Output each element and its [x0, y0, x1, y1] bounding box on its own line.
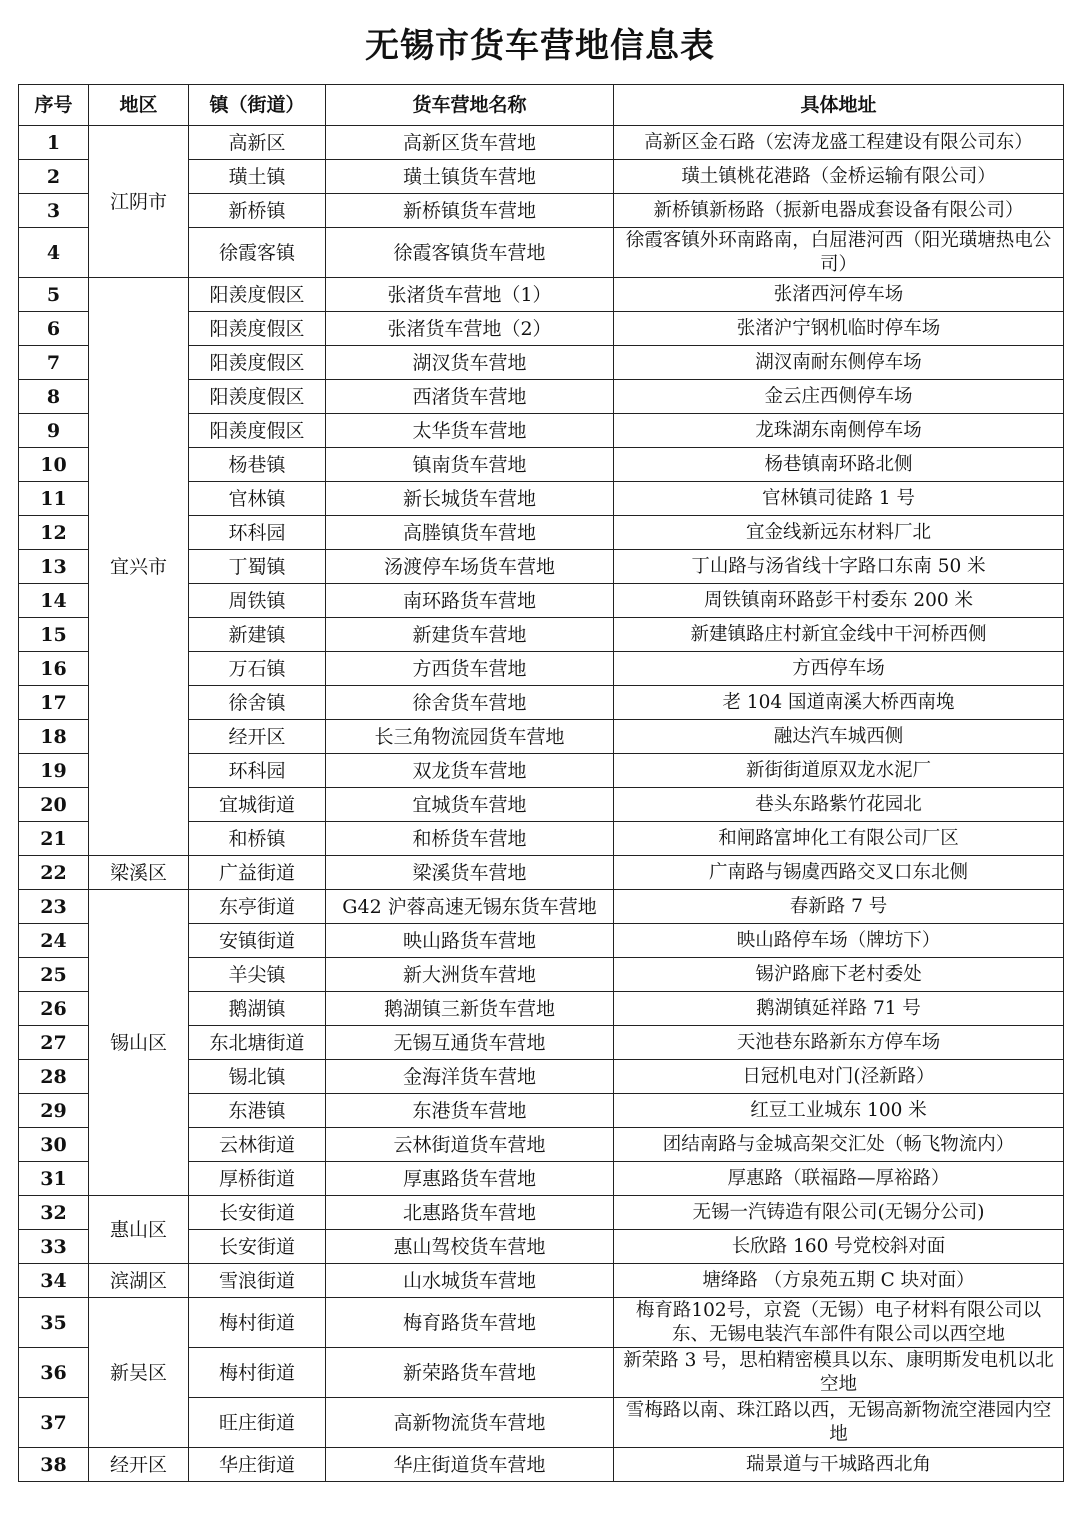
cell-camp-name: 和桥货车营地	[326, 822, 614, 856]
cell-camp-name: 映山路货车营地	[326, 924, 614, 958]
cell-region: 滨湖区	[89, 1264, 189, 1298]
cell-no: 9	[19, 414, 89, 448]
cell-camp-name: G42 沪蓉高速无锡东货车营地	[326, 890, 614, 924]
cell-camp-name: 金海洋货车营地	[326, 1060, 614, 1094]
cell-town: 长安街道	[189, 1196, 326, 1230]
cell-address: 融达汽车城西侧	[614, 720, 1064, 754]
page-title: 无锡市货车营地信息表	[365, 26, 715, 66]
cell-region: 梁溪区	[89, 856, 189, 890]
cell-address: 鹅湖镇延祥路 71 号	[614, 992, 1064, 1026]
cell-no: 2	[19, 160, 89, 194]
cell-camp-name: 华庄街道货车营地	[326, 1448, 614, 1482]
cell-camp-name: 长三角物流园货车营地	[326, 720, 614, 754]
cell-region: 惠山区	[89, 1196, 189, 1264]
cell-region: 锡山区	[89, 890, 189, 1196]
cell-camp-name: 双龙货车营地	[326, 754, 614, 788]
cell-address: 新荣路 3 号，思柏精密模具以东、康明斯发电机以北空地	[614, 1348, 1064, 1398]
cell-no: 19	[19, 754, 89, 788]
cell-no: 10	[19, 448, 89, 482]
cell-no: 24	[19, 924, 89, 958]
cell-address: 张渚沪宁钢机临时停车场	[614, 312, 1064, 346]
header-row	[19, 85, 1064, 126]
cell-town: 新建镇	[189, 618, 326, 652]
cell-town: 环科园	[189, 516, 326, 550]
cell-address: 龙珠湖东南侧停车场	[614, 414, 1064, 448]
cell-camp-name: 云林街道货车营地	[326, 1128, 614, 1162]
cell-address: 广南路与锡虞西路交叉口东北侧	[614, 856, 1064, 890]
cell-camp-name: 张渚货车营地（2）	[326, 312, 614, 346]
cell-town: 宜城街道	[189, 788, 326, 822]
cell-camp-name: 徐舍货车营地	[326, 686, 614, 720]
cell-town: 羊尖镇	[189, 958, 326, 992]
cell-town: 锡北镇	[189, 1060, 326, 1094]
cell-address: 高新区金石路（宏涛龙盛工程建设有限公司东）	[614, 126, 1064, 160]
cell-town: 和桥镇	[189, 822, 326, 856]
cell-no: 21	[19, 822, 89, 856]
cell-camp-name: 方西货车营地	[326, 652, 614, 686]
cell-town: 环科园	[189, 754, 326, 788]
cell-town: 官林镇	[189, 482, 326, 516]
cell-camp-name: 厚惠路货车营地	[326, 1162, 614, 1196]
cell-address: 宜金线新远东材料厂北	[614, 516, 1064, 550]
table-body	[19, 126, 1064, 1482]
cell-town: 梅村街道	[189, 1348, 326, 1398]
cell-address: 梅育路102号，京瓷（无锡）电子材料有限公司以东、无锡电装汽车部件有限公司以西空地	[614, 1298, 1064, 1348]
cell-camp-name: 山水城货车营地	[326, 1264, 614, 1298]
cell-no: 17	[19, 686, 89, 720]
cell-no: 29	[19, 1094, 89, 1128]
cell-town: 阳羡度假区	[189, 346, 326, 380]
cell-address: 周铁镇南环路彭干村委东 200 米	[614, 584, 1064, 618]
table-row	[19, 278, 1064, 312]
cell-camp-name: 徐霞客镇货车营地	[326, 228, 614, 278]
cell-address: 杨巷镇南环路北侧	[614, 448, 1064, 482]
cell-no: 8	[19, 380, 89, 414]
cell-camp-name: 太华货车营地	[326, 414, 614, 448]
cell-town: 万石镇	[189, 652, 326, 686]
cell-town: 阳羡度假区	[189, 278, 326, 312]
cell-camp-name: 北惠路货车营地	[326, 1196, 614, 1230]
cell-address: 天池巷东路新东方停车场	[614, 1026, 1064, 1060]
cell-address: 瑞景道与干城路西北角	[614, 1448, 1064, 1482]
cell-town: 高新区	[189, 126, 326, 160]
cell-no: 12	[19, 516, 89, 550]
cell-camp-name: 湖汊货车营地	[326, 346, 614, 380]
cell-camp-name: 镇南货车营地	[326, 448, 614, 482]
cell-camp-name: 高新区货车营地	[326, 126, 614, 160]
cell-address: 湖汊南耐东侧停车场	[614, 346, 1064, 380]
table-row	[19, 1448, 1064, 1482]
cell-town: 雪浪街道	[189, 1264, 326, 1298]
cell-town: 旺庄街道	[189, 1398, 326, 1448]
cell-address: 无锡一汽铸造有限公司(无锡分公司)	[614, 1196, 1064, 1230]
cell-no: 33	[19, 1230, 89, 1264]
cell-no: 37	[19, 1398, 89, 1448]
cell-camp-name: 宜城货车营地	[326, 788, 614, 822]
table-row	[19, 1196, 1064, 1230]
cell-no: 5	[19, 278, 89, 312]
cell-no: 15	[19, 618, 89, 652]
cell-town: 东亭街道	[189, 890, 326, 924]
cell-no: 31	[19, 1162, 89, 1196]
cell-address: 巷头东路紫竹花园北	[614, 788, 1064, 822]
cell-town: 徐舍镇	[189, 686, 326, 720]
cell-address: 徐霞客镇外环南路南，白屈港河西（阳光璜塘热电公司）	[614, 228, 1064, 278]
cell-no: 27	[19, 1026, 89, 1060]
cell-town: 璜土镇	[189, 160, 326, 194]
cell-address: 厚惠路（联福路—厚裕路）	[614, 1162, 1064, 1196]
cell-town: 经开区	[189, 720, 326, 754]
cell-camp-name: 张渚货车营地（1）	[326, 278, 614, 312]
cell-town: 新桥镇	[189, 194, 326, 228]
cell-region: 宜兴市	[89, 278, 189, 856]
cell-camp-name: 西渚货车营地	[326, 380, 614, 414]
cell-no: 35	[19, 1298, 89, 1348]
cell-no: 32	[19, 1196, 89, 1230]
cell-town: 杨巷镇	[189, 448, 326, 482]
cell-camp-name: 东港货车营地	[326, 1094, 614, 1128]
cell-no: 18	[19, 720, 89, 754]
cell-camp-name: 梅育路货车营地	[326, 1298, 614, 1348]
cell-no: 20	[19, 788, 89, 822]
cell-town: 广益街道	[189, 856, 326, 890]
cell-camp-name: 新荣路货车营地	[326, 1348, 614, 1398]
cell-address: 锡沪路廊下老村委处	[614, 958, 1064, 992]
table-row	[19, 126, 1064, 160]
cell-address: 团结南路与金城高架交汇处（畅飞物流内）	[614, 1128, 1064, 1162]
cell-no: 3	[19, 194, 89, 228]
header-address: 具体地址	[614, 85, 1064, 126]
table-row	[19, 1264, 1064, 1298]
cell-camp-name: 南环路货车营地	[326, 584, 614, 618]
cell-address: 新建镇路庄村新宜金线中干河桥西侧	[614, 618, 1064, 652]
cell-no: 34	[19, 1264, 89, 1298]
cell-address: 方西停车场	[614, 652, 1064, 686]
cell-town: 华庄街道	[189, 1448, 326, 1482]
cell-address: 日冠机电对门(泾新路）	[614, 1060, 1064, 1094]
cell-camp-name: 新长城货车营地	[326, 482, 614, 516]
cell-camp-name: 梁溪货车营地	[326, 856, 614, 890]
cell-camp-name: 璜土镇货车营地	[326, 160, 614, 194]
cell-no: 38	[19, 1448, 89, 1482]
cell-camp-name: 鹅湖镇三新货车营地	[326, 992, 614, 1026]
table-row	[19, 890, 1064, 924]
cell-address: 金云庄西侧停车场	[614, 380, 1064, 414]
cell-address: 红豆工业城东 100 米	[614, 1094, 1064, 1128]
cell-no: 26	[19, 992, 89, 1026]
cell-town: 鹅湖镇	[189, 992, 326, 1026]
cell-address: 塘绛路 （方泉苑五期 C 块对面）	[614, 1264, 1064, 1298]
cell-no: 4	[19, 228, 89, 278]
cell-no: 1	[19, 126, 89, 160]
camp-table	[18, 84, 1064, 1482]
cell-town: 云林街道	[189, 1128, 326, 1162]
cell-camp-name: 新桥镇货车营地	[326, 194, 614, 228]
cell-town: 阳羡度假区	[189, 380, 326, 414]
cell-town: 东北塘街道	[189, 1026, 326, 1060]
cell-no: 36	[19, 1348, 89, 1398]
cell-no: 11	[19, 482, 89, 516]
cell-town: 安镇街道	[189, 924, 326, 958]
cell-town: 梅村街道	[189, 1298, 326, 1348]
header-town: 镇（街道）	[189, 85, 326, 126]
cell-no: 22	[19, 856, 89, 890]
cell-address: 新桥镇新杨路（振新电器成套设备有限公司）	[614, 194, 1064, 228]
header-region: 地区	[89, 85, 189, 126]
cell-address: 丁山路与汤省线十字路口东南 50 米	[614, 550, 1064, 584]
cell-address: 和闸路富坤化工有限公司厂区	[614, 822, 1064, 856]
cell-address: 新街街道原双龙水泥厂	[614, 754, 1064, 788]
cell-no: 25	[19, 958, 89, 992]
cell-no: 14	[19, 584, 89, 618]
cell-town: 徐霞客镇	[189, 228, 326, 278]
cell-address: 春新路 7 号	[614, 890, 1064, 924]
cell-no: 28	[19, 1060, 89, 1094]
cell-town: 阳羡度假区	[189, 312, 326, 346]
cell-address: 官林镇司徒路 1 号	[614, 482, 1064, 516]
cell-address: 张渚西河停车场	[614, 278, 1064, 312]
cell-town: 丁蜀镇	[189, 550, 326, 584]
header-no: 序号	[19, 85, 89, 126]
table-row	[19, 1298, 1064, 1348]
table-row	[19, 856, 1064, 890]
cell-camp-name: 高塍镇货车营地	[326, 516, 614, 550]
cell-address: 长欣路 160 号党校斜对面	[614, 1230, 1064, 1264]
cell-camp-name: 新大洲货车营地	[326, 958, 614, 992]
cell-camp-name: 无锡互通货车营地	[326, 1026, 614, 1060]
cell-address: 老 104 国道南溪大桥西南堍	[614, 686, 1064, 720]
cell-town: 周铁镇	[189, 584, 326, 618]
cell-town: 东港镇	[189, 1094, 326, 1128]
cell-no: 16	[19, 652, 89, 686]
cell-address: 璜土镇桃花港路（金桥运输有限公司）	[614, 160, 1064, 194]
cell-no: 13	[19, 550, 89, 584]
cell-camp-name: 惠山驾校货车营地	[326, 1230, 614, 1264]
cell-region: 经开区	[89, 1448, 189, 1482]
cell-town: 厚桥街道	[189, 1162, 326, 1196]
cell-region: 江阴市	[89, 126, 189, 278]
cell-address: 雪梅路以南、珠江路以西，无锡高新物流空港园内空地	[614, 1398, 1064, 1448]
cell-town: 阳羡度假区	[189, 414, 326, 448]
cell-region: 新吴区	[89, 1298, 189, 1448]
cell-camp-name: 汤渡停车场货车营地	[326, 550, 614, 584]
cell-no: 6	[19, 312, 89, 346]
cell-town: 长安街道	[189, 1230, 326, 1264]
cell-no: 23	[19, 890, 89, 924]
cell-no: 30	[19, 1128, 89, 1162]
cell-camp-name: 高新物流货车营地	[326, 1398, 614, 1448]
cell-address: 映山路停车场（牌坊下）	[614, 924, 1064, 958]
cell-no: 7	[19, 346, 89, 380]
cell-camp-name: 新建货车营地	[326, 618, 614, 652]
header-camp-name: 货车营地名称	[326, 85, 614, 126]
